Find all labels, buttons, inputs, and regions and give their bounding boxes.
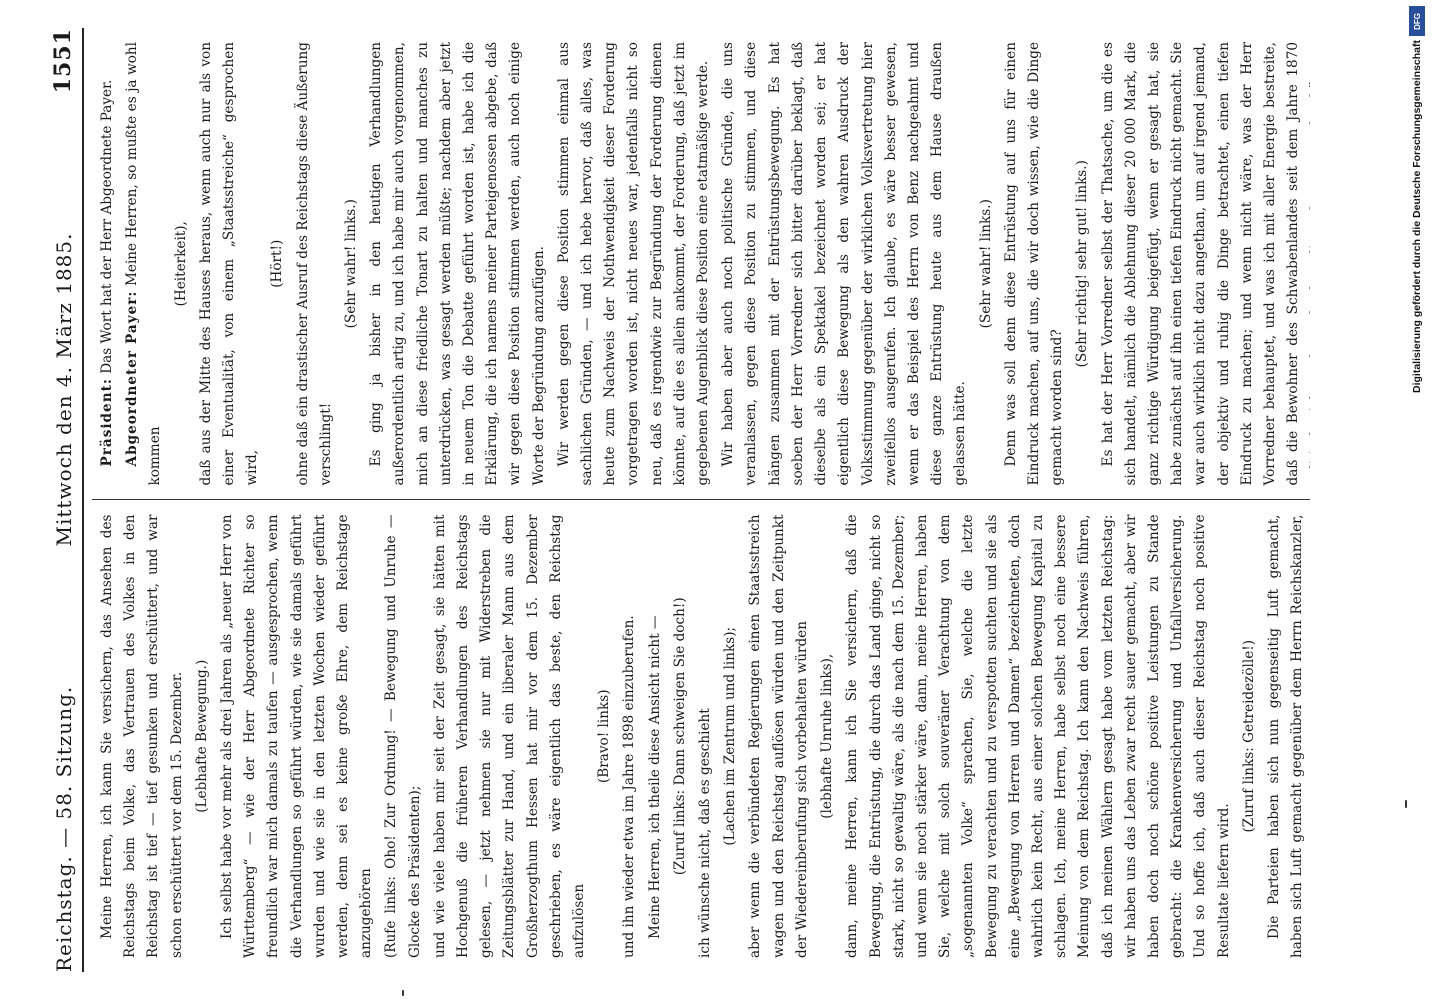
paragraph-text: (lebhafte Unruhe links), [819,653,836,819]
paragraph-text: (Sehr wahr! links.) [343,199,360,329]
stage-direction [1071,42,1094,486]
header-left: Reichstag. — 58. Sitzung. [52,685,76,972]
paragraph-text: (Zuruf links: Getreidezölle!) [1240,639,1257,833]
speaker-name: Abgeordneter Payer: [124,290,141,467]
stage-direction [975,42,998,486]
paragraph-text: Es hat der Herr Vorredner selbst der Thatsache, um die es sich handelt, nämlich die Ablehnung dieser 20 000 Mark, die ganz richtige Würdigung beigefügt, wenn er gesagt hat, sie habe zunächst auf ihn einen tiefen Eindruck nicht gemacht. Sie war auch wirklich nicht dazu angethan, um auf irgend jemand, der objektiv und ruhig die Dinge betrachtet, einen tiefen Eindruck zu machen; und wenn nicht wäre, was der Herr Vorredner behauptet, und was ich mit aller Energie bestreite, daß die Bewohner des Schwabenlandes seit dem Jahre 1870 [1099,42,1302,486]
paragraph-text: Denn was soll denn diese Entrüstung auf uns für einen Eindruck machen, auf uns, die wir doch wissen, wie die Dinge gemacht worden sind? [1002,42,1066,486]
paragraph-text: Meine Herren, so mußte es ja wohl kommen [124,42,164,486]
paragraph [618,515,641,959]
stage-direction [669,515,692,959]
stage-direction [340,42,363,486]
paragraph [744,515,814,959]
stage-direction [719,515,742,959]
paragraph [717,42,972,486]
paragraph-text: dann, meine Herren, kann ich Sie versichern, daß die Bewegung, die Entrüstung, die durch das Land ginge, nicht so stark, nicht so gewaltig wäre, als die nach dem 15. Dezember; und wenn sie noch stärker wäre, dann, meine Herren, haben Sie, welche mit solch souveräner Verachtung von dem „sogenannten Volke“ sprachen, Sie, welche die letzte Bewegung zu verachten und zu verspotten suchten und sie als eine „Bewegung von Herren und Damen“ bezeichneten, doch wahrlich kein Recht, aus einer solchen Bewegung Kapital zu schlagen. Ich, meine Herren, habe selbst noch eine bessere Meinung von dem Reichstag. Ich kann den Nachweis führen, daß ich meinen Wählern gesagt habe vom letzten Reichstag: wir haben uns das Leben zwar recht sauer gemacht, aber wir haben doch noch schöne positive Leistungen zu Stande gebracht: die Krankenversicherung und Unfallversicherung. Und so hoffe ich, daß auch dieser Reichstag noch positive Resultate liefern wird. [844,514,1232,958]
stage-direction [191,515,214,959]
paragraph-text: Das Wort hat der Herr Abgeordnete Payer. [99,79,115,374]
paragraph [644,515,667,959]
paragraph [694,515,717,959]
paragraph-text: Meine Herren, ich kann Sie versichern, das Ansehen des Reichstags beim Volke, das Vertrauen des Volkes in den Reichstag ist tief — tief gesunken und erschüttert, und war schon erschüttert vor dem 15. Dezember. [99,514,185,958]
paragraph-text: aber wenn die verbündeten Regierungen einen Staatsstreich wagen und den Reichstag auflösen würden und den Zeitpunkt der Wiedereinberufung sich vorbehalten würden [747,514,810,958]
digitization-notice-text: Digitalisierung gefördert durch die Deutsche Forschungsgemeinschaft [1411,40,1423,393]
page-header [36,28,76,972]
paragraph-text: (Rufe links: Oho! Zur Ordnung! — Bewegung und Unruhe — Glocke des Präsidenten); [383,514,423,958]
paragraph [841,515,1235,959]
dfg-logo-icon: DFG [1409,6,1425,36]
text-columns [92,28,1310,972]
paragraph-text: Ich selbst habe vor mehr als drei Jahren als „neuer Herr von Württemberg“ — wie der Herr Abgeordnete Richter so freundlich war mich damals zu taufen — ausgesprochen, wenn die Verhandlungen so geführt würden, wie sie damals geführt wurden und wie sie in den letzten Wochen wieder geführt werden, denn sei es keine große Ehre, dem Reichstage anzugehören [219,514,375,958]
paragraph-text: Die Parteien haben sich nun gegenseitig Luft gemacht, haben sich Luft gemacht gegenüber dem Herrn Reichskanzler, [1265,514,1306,958]
paragraph-text: Wir haben aber auch noch politische Gründe, die uns veranlassen, gegen diese Position zu stimmen, und diese hängen zusammen mit der Entrüstungsbewegung. Es hat soeben der Herr Vorredner sich bitter darüber beklagt, daß dieselbe als ein Spektakel bezeichnet worden sei; er hat eigentlich diese Bewegung als den wahren Ausdruck der Volksstimmung gegenüber der wirklichen Volksvertretung hier zweifellos ausgerufen. Ich glaube, es wäre besser gewesen, wenn er das Beispiel des Herrn von Benz nachgeahmt und diese ganze Entrüstung heute aus dem Hause draußen gelassen hätte. [720,42,969,486]
paragraph [429,515,591,959]
paragraph-text: (Bravo! links) [596,689,613,784]
stage-direction [266,42,289,486]
paragraph [1000,42,1070,486]
paragraph [380,515,426,959]
paragraph [365,42,551,486]
paragraph [195,42,265,486]
stage-direction [1238,515,1261,959]
scan-speck [402,990,404,996]
header-center: Mittwoch den 4. März 1885. [52,232,76,547]
stage-direction [593,515,616,959]
paragraph-text: ich wünsche nicht, daß es geschieht [697,708,714,958]
paragraph-text: (Sehr richtig! sehr gut! links.) [1074,160,1091,368]
column-right [92,28,1310,501]
paragraph-text: und ihn wieder etwa im Jahre 1898 einzuberufen. [621,615,638,958]
stage-direction [816,515,839,959]
paragraph-text: ohne daß ein drastischer Ausruf des Reichstags diese Äußerung verschlingt! [294,42,334,486]
paragraph-text: (Sehr wahr! links.) [977,199,994,329]
stage-direction [170,42,193,486]
paragraph-text: daß aus der Mitte des Hauses heraus, wenn auch nur als von einer Eventualität, von einem „Staatsstreiche“ gesprochen wird, [197,42,261,486]
paragraph-text: (Zuruf links: Dann schweigen Sie doch!) [671,597,688,876]
page-number: 1551 [50,28,76,94]
paragraph [1097,42,1310,486]
paragraph [121,42,167,486]
speaker-name: Präsident: [99,378,115,467]
paragraph-text: Es ging ja bisher in den heutigen Verhandlungen außerordentlich artig zu, und ich habe mir auch vorgenommen, mich an diese friedliche Tonart zu halten und manches zu unterdrücken, was gesagt werden müßte; nachdem aber jetzt in neuem Ton die Debatte geführt worden ist, habe ich die Erklärung, die ich namens meiner Parteigenossen abgebe, daß wir gegen diese Position stimmen werden, auch noch einige Worte der Begründung anzufügen. [368,42,547,486]
paragraph [216,515,378,959]
digitization-notice [1408,40,1426,470]
paragraph-text: (Lachen im Zentrum und links); [722,626,739,846]
paragraph [1263,515,1310,959]
header-rule [82,28,84,972]
paragraph [553,42,715,486]
paragraph-text: und wie viele haben mir seit der Zeit gesagt, sie hätten mit Hochgenuß die früheren Verhandlungen des Reichstags gelesen, — jetzt nehmen sie nur mit Widerstreben die Zeitungsblätter zur Hand, und ein liberaler Mann aus dem Großherzogthum Hessen hat mir vor dem 15. Dezember geschrieben, es wäre eigentlich das beste, den Reichstag aufzulösen [431,514,588,958]
paragraph-text: Wir werden gegen diese Position stimmen einmal aus sachlichen Gründen, — und ich hebe hervor, daß alles, was heute zum Nachweis der Nothwendigkeit dieser Forderung vorgetragen worden ist, nicht neues war, jedenfalls nicht so neu, daß es irgendwie zur Begründung der Forderung dienen könnte, auf die es allein ankommt, der Forderung, daß jetzt im gegebenen Augenblick diese Position eine etatmäßige werde. [555,42,712,486]
column-left [92,501,1310,973]
paragraph [96,515,189,959]
paragraph-text: Meine Herren, ich theile diese Ansicht nicht — [646,615,663,939]
paragraph-text: (Hört!) [269,239,286,288]
paragraph [292,42,338,486]
paragraph-text: (Lebhafte Bewegung.) [193,659,210,813]
paragraph-text: (Heiterkeit), [172,221,189,307]
paragraph [96,42,119,486]
scan-speck [1405,800,1407,808]
